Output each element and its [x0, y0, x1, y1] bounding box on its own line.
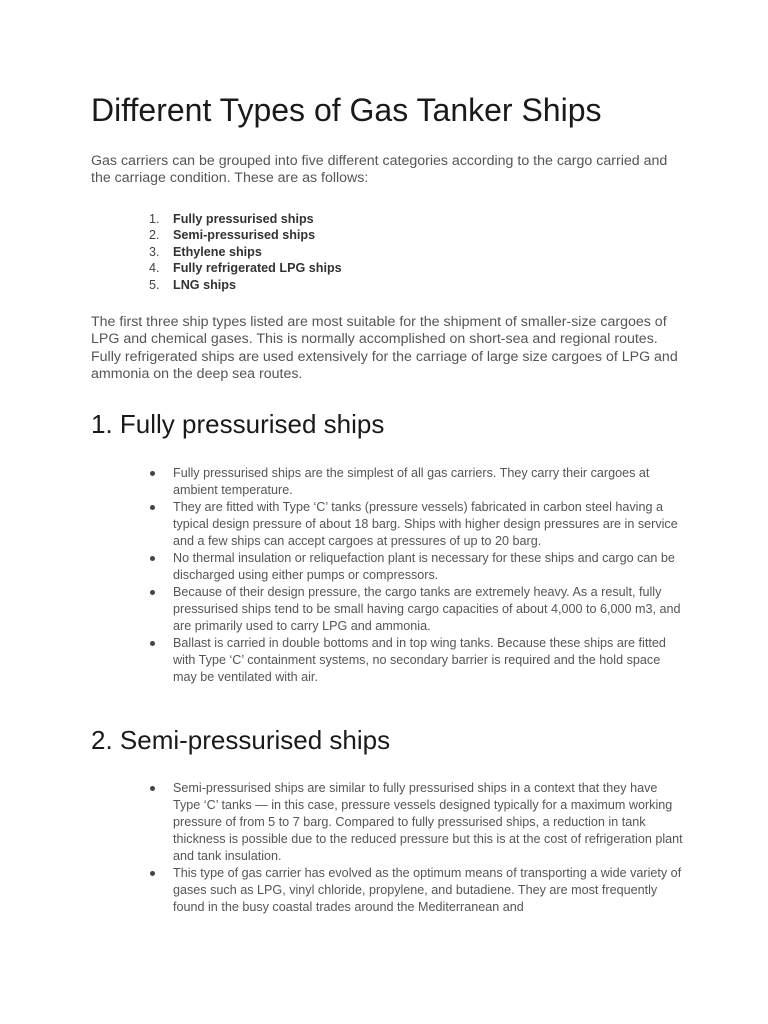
- bullet-text: This type of gas carrier has evolved as the optimum means of transporting a wide variety of gases such as LPG, vinyl chloride, propylene, and butadiene. They are most frequently found in the busy coastal trades around the Mediterranean and: [173, 866, 682, 914]
- list-item: [91, 227, 342, 243]
- ship-types-list: [91, 211, 342, 293]
- list-item: [91, 635, 683, 686]
- list-number: 4.: [149, 261, 160, 276]
- bullet-text: Because of their design pressure, the cargo tanks are extremely heavy. As a result, fully pressurised ships tend to be small having cargo capacities of about 4,000 to 6,000 m3, and are primarily used to carry LPG and ammonia.: [173, 585, 681, 633]
- list-item: [91, 865, 683, 916]
- section-heading: 1. Fully pressurised ships: [91, 409, 385, 439]
- bullet-list: [91, 465, 683, 686]
- list-item-label: Ethylene ships: [173, 244, 262, 259]
- section-heading: 2. Semi-pressurised ships: [91, 725, 391, 755]
- summary-paragraph: The first three ship types listed are most suitable for the shipment of smaller-size cargoes of LPG and chemical gases. This is normally accomplished on short-sea and regional routes. Fully refrigerated ships are used extensively for the carriage of large size cargoes of LPG and ammonia on the deep sea routes.: [91, 314, 678, 382]
- bullet-text: Ballast is carried in double bottoms and in top wing tanks. Because these ships are fitted with Type ‘C’ containment systems, no secondary barrier is required and the hold space may be ventilated with air.: [173, 636, 666, 684]
- bullet-icon: [150, 505, 155, 510]
- list-item: [91, 584, 683, 635]
- list-item: [91, 499, 683, 550]
- bullet-text: Semi-pressurised ships are similar to fully pressurised ships in a context that they have Type ‘C’ tanks — in this case, pressure vessels designed typically for a maximum working pressure of from 5 to 7 barg. Compared to fully pressurised ships, a reduction in tank thickness is possible due to the reduced pressure but this is at the cost of refrigeration plant and tank insulation.: [173, 781, 683, 863]
- list-number: 3.: [149, 244, 160, 259]
- list-item: [91, 244, 342, 260]
- bullet-list: [91, 780, 683, 916]
- bullet-icon: [150, 590, 155, 595]
- bullet-icon: [150, 471, 155, 476]
- list-item-label: Fully pressurised ships: [173, 212, 314, 226]
- list-item: [91, 465, 683, 499]
- list-number: 5.: [149, 277, 160, 292]
- bullet-text: They are fitted with Type ‘C’ tanks (pressure vessels) fabricated in carbon steel having a typical design pressure of about 18 barg. Ships with higher design pressures are in service and a few ships can accept cargoes at pressures of up to 20 barg.: [173, 500, 678, 548]
- list-item-label: Fully refrigerated LPG ships: [173, 261, 342, 276]
- list-item: [91, 260, 342, 276]
- page-title: Different Types of Gas Tanker Ships: [91, 92, 602, 128]
- list-item: [91, 780, 683, 865]
- list-item: [91, 277, 342, 293]
- bullet-text: Fully pressurised ships are the simplest of all gas carriers. They carry their cargoes at ambient temperature.: [173, 466, 650, 497]
- bullet-text: No thermal insulation or reliquefaction plant is necessary for these ships and cargo can be discharged using either pumps or compressors.: [173, 551, 675, 582]
- bullet-icon: [150, 641, 155, 646]
- bullet-icon: [150, 871, 155, 876]
- list-item-label: LNG ships: [173, 277, 236, 292]
- list-number: 1.: [149, 212, 160, 226]
- bullet-icon: [150, 556, 155, 561]
- list-item-label: Semi-pressurised ships: [173, 228, 316, 243]
- list-item: [91, 211, 342, 227]
- intro-paragraph: Gas carriers can be grouped into five different categories according to the cargo carried and the carriage condition. These are as follows:: [91, 153, 668, 187]
- list-item: [91, 550, 683, 584]
- list-number: 2.: [149, 228, 160, 243]
- bullet-icon: [150, 786, 155, 791]
